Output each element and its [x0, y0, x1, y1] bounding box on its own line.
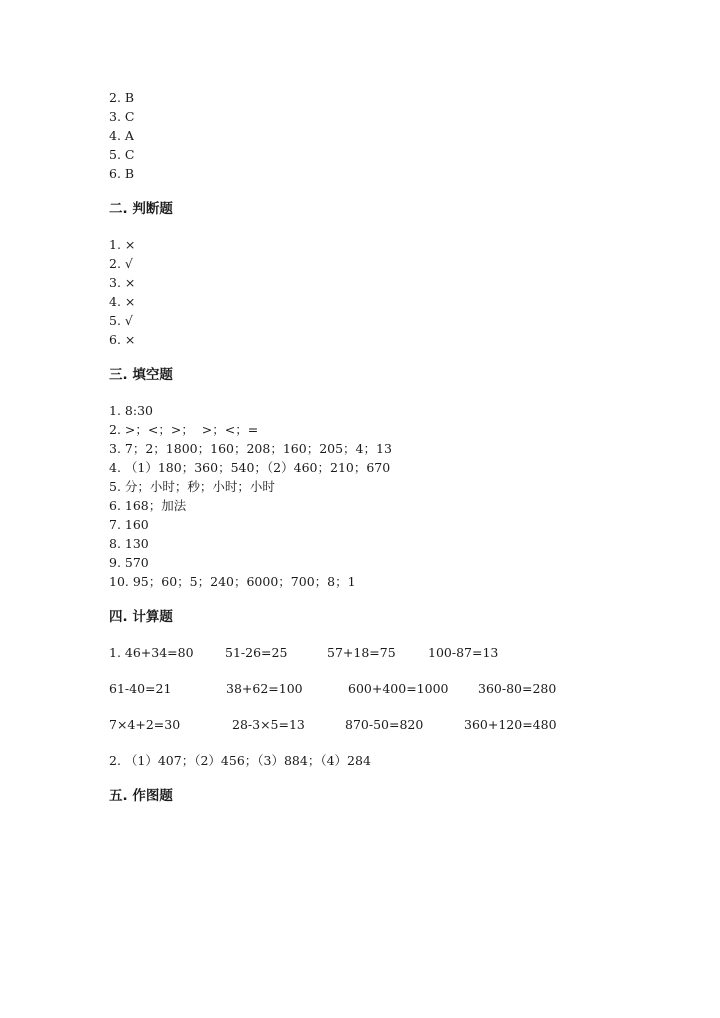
calc-item: 870-50=820 [345, 717, 424, 732]
answer-line: 3. C [109, 109, 135, 124]
answer-line: 2. B [109, 90, 135, 105]
answer-line: 4. （1）180；360；540；（2）460；210；670 [109, 460, 391, 475]
answer-line: 3. × [109, 275, 136, 290]
answer-line: 6. × [109, 332, 136, 347]
section-heading-drawing: 五. 作图题 [109, 788, 173, 804]
judgment-answers-list [109, 235, 629, 349]
calc-row [109, 679, 629, 698]
answer-line: 2. √ [109, 256, 133, 271]
answer-line: 6. 168；加法 [109, 498, 187, 513]
calc-item: 360+120=480 [464, 717, 557, 732]
answer-line: 6. B [109, 166, 135, 181]
answer-line: 3. 7；2；1800；160；208；160；205；4；13 [109, 441, 392, 456]
answer-line: 2. （1）407；（2）456；（3）884；（4）284 [109, 753, 371, 768]
answer-line: 5. C [109, 147, 135, 162]
answer-line: 1. 8:30 [109, 403, 153, 418]
section-heading-calculation: 四. 计算题 [109, 609, 173, 625]
calc-item: 100-87=13 [428, 645, 499, 660]
answer-line: 4. × [109, 294, 136, 309]
choice-answers-list [109, 88, 629, 183]
calc-item: 600+400=1000 [348, 681, 449, 696]
calc-row [109, 643, 629, 662]
answer-line: 9. 570 [109, 555, 149, 570]
answer-line: 5. 分；小时；秒；小时；小时 [109, 479, 275, 494]
answer-line: 1. × [109, 237, 136, 252]
calc-item: 38+62=100 [226, 681, 303, 696]
section-heading-judgment: 二. 判断题 [109, 201, 173, 217]
calc-item: 61-40=21 [109, 681, 172, 696]
answer-line: 10. 95；60；5；240；6000；700；8；1 [109, 574, 356, 589]
fill-blank-answers-list [109, 401, 629, 591]
calc-item: 360-80=280 [478, 681, 557, 696]
answer-sheet [109, 88, 629, 806]
calc-item: 7×4+2=30 [109, 717, 181, 732]
calc-item: 51-26=25 [225, 645, 288, 660]
answer-line: 2. >；<；>； >；<；= [109, 422, 259, 437]
calc-item: 1. 46+34=80 [109, 645, 194, 660]
answer-line: 7. 160 [109, 517, 149, 532]
answer-line: 4. A [109, 128, 134, 143]
answer-line: 8. 130 [109, 536, 149, 551]
calc-row [109, 715, 629, 734]
section-heading-fill-blank: 三. 填空题 [109, 367, 173, 383]
answer-line: 5. √ [109, 313, 133, 328]
calc-item: 28-3×5=13 [232, 717, 305, 732]
calc-item: 57+18=75 [327, 645, 396, 660]
